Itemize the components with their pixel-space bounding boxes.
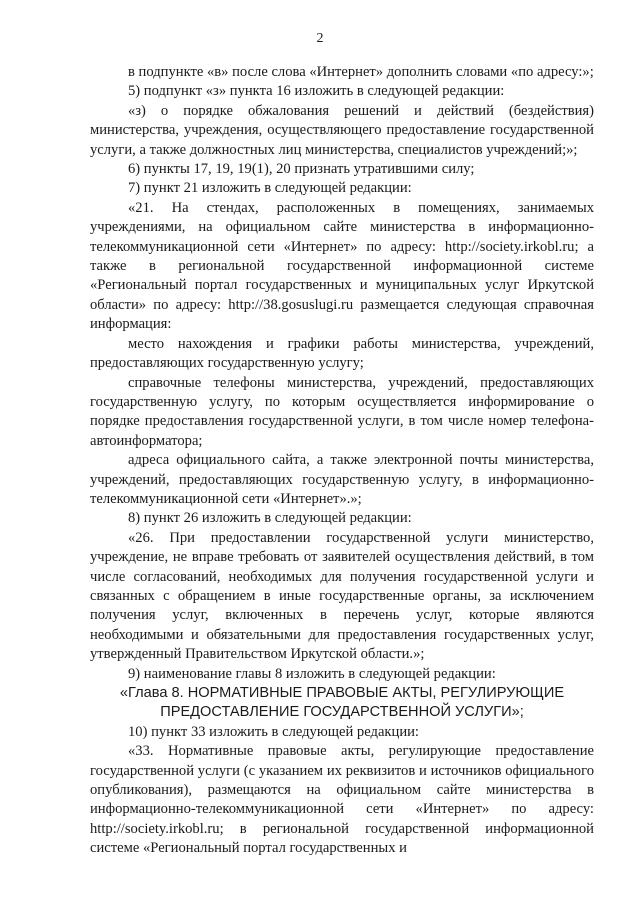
paragraph: в подпункте «в» после слова «Интернет» дополнить словами «по адресу:»; — [128, 64, 594, 80]
paragraph: «33. Нормативные правовые акты, регулирующие предоставление государственной услуги (с указанием их реквизитов и источников официального опубликования), размещаются на официальном сайте министерства в информационно-телекоммуникационной сети «Интернет» по адресу: http://society.irkobl.ru; в региональной государственной информационной системе «Региональный портал государственных и — [90, 743, 594, 857]
chapter-heading: «Глава 8. НОРМАТИВНЫЕ ПРАВОВЫЕ АКТЫ, РЕГУЛИРУЮЩИЕ ПРЕДОСТАВЛЕНИЕ ГОСУДАРСТВЕННОЙ УСЛУГИ»; — [119, 685, 565, 721]
paragraph: «з) о порядке обжалования решений и действий (бездействия) министерства, учреждения, осуществляющего предоставление государственной услуги, а также должностных лиц министерства, специалистов учреждений;»; — [90, 102, 594, 158]
paragraph: место нахождения и графики работы министерства, учреждений, предоставляющих государственную услугу; — [90, 335, 594, 372]
paragraph: «26. При предоставлении государственной услуги министерство, учреждение, не вправе требовать от заявителей осуществления действий, в том числе согласований, необходимых для получения государственной услуги и связанных с обращением в иные государственные органы, за исключением получения услуг, включенных в перечень услуг, которые являются необходимыми и обязательными для предоставления государственных услуг, утвержденный Правительством Иркутской области.»; — [90, 529, 594, 663]
paragraph: 10) пункт 33 изложить в следующей редакции: — [128, 723, 419, 740]
paragraph: 9) наименование главы 8 изложить в следующей редакции: — [128, 665, 496, 682]
paragraph: 6) пункты 17, 19, 19(1), 20 признать утратившими силу; — [128, 161, 475, 178]
paragraph: справочные телефоны министерства, учреждений, предоставляющих государственную услугу, по которым осуществляется информирование о порядке предоставления государственной услуги, в том числе номер телефона-автоинформатора; — [90, 374, 594, 449]
paragraph: 8) пункт 26 изложить в следующей редакции: — [128, 510, 412, 527]
paragraph: «21. На стендах, расположенных в помещениях, занимаемых учреждениями, на официальном сайте министерства в информационно-телекоммуникационной сети «Интернет» по адресу: http://society.irkobl.ru; а также в региональной государственной информационной системе «Региональный портал государственных и муниципальных услуг Иркутской области» по адресу: http://38.gosuslugi.ru размещается следующая справочная информация: — [90, 199, 594, 333]
page-number: 2 — [316, 31, 324, 46]
paragraph: адреса официального сайта, а также электронной почты министерства, учреждений, предоставляющих государственную услугу, в информационно-телекоммуникационной сети «Интернет».»; — [90, 452, 594, 507]
paragraph: 7) пункт 21 изложить в следующей редакции: — [128, 180, 412, 197]
document-body — [90, 63, 594, 859]
paragraph: 5) подпункт «з» пункта 16 изложить в следующей редакции: — [128, 83, 505, 100]
